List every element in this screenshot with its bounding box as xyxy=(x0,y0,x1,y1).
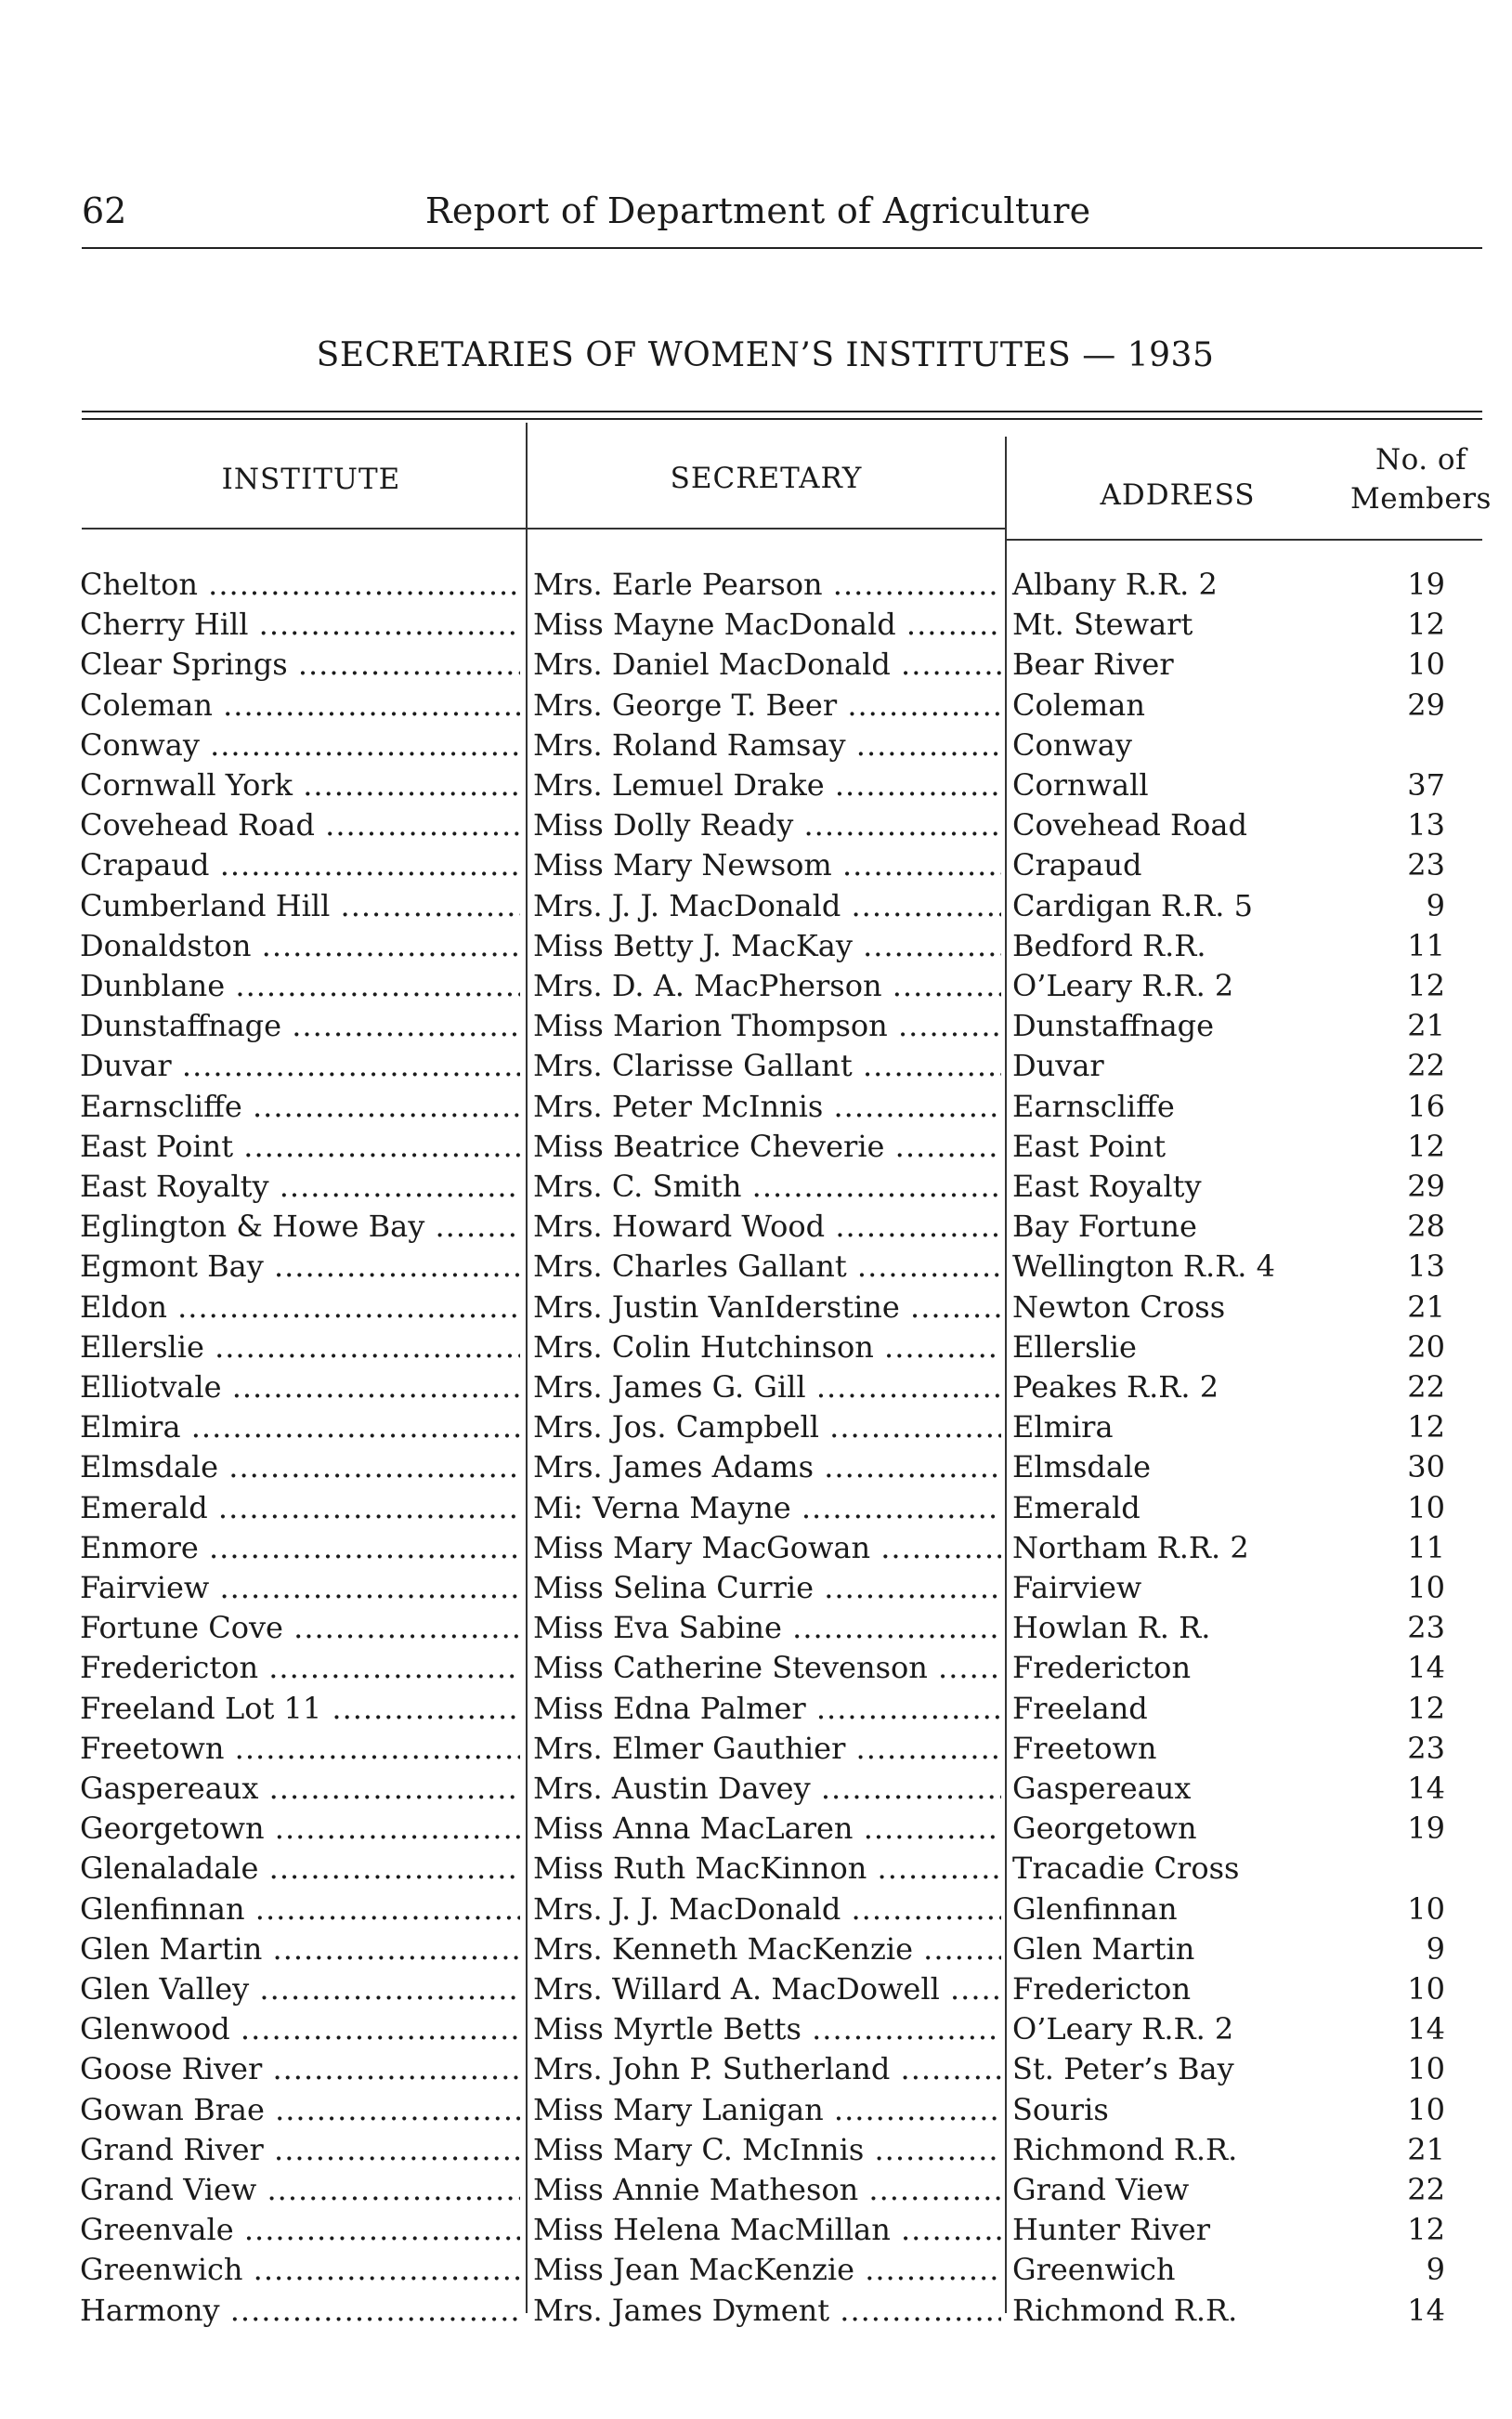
address-cell: Fredericton xyxy=(1012,1650,1192,1686)
institute-cell: Ellerslie ..... xyxy=(80,1327,520,1367)
members-cell: 29 xyxy=(1407,686,1445,723)
address-cell: Freeland xyxy=(1012,1690,1148,1726)
address-cell: Fairview xyxy=(1012,1570,1142,1605)
institute-cell: Glenfinnan ..... xyxy=(80,1889,520,1929)
address-cell: Fredericton xyxy=(1012,1971,1192,2007)
table-row xyxy=(0,926,1512,966)
members-cell: 10 xyxy=(1407,2091,1445,2127)
address-cell: Ellerslie xyxy=(1012,1328,1137,1365)
secretary-cell: Miss Ruth MacKinnon ..... xyxy=(533,1849,1001,1889)
institute-cell: Harmony ..... xyxy=(80,2291,520,2331)
secretary-cell: Mrs. Roland Ramsay ..... xyxy=(533,726,1001,765)
address-cell: Northam R.R. 2 xyxy=(1012,1529,1249,1565)
members-cell: 10 xyxy=(1407,647,1445,683)
header-rule xyxy=(82,247,1482,249)
institute-cell: Eglington & Howe Bay ..... xyxy=(80,1207,520,1247)
table-row xyxy=(0,1006,1512,1046)
secretary-cell: Mrs. Kenneth MacKenzie ..... xyxy=(533,1929,1001,1969)
address-cell: Souris xyxy=(1012,2091,1109,2127)
address-cell: Duvar xyxy=(1012,1048,1104,1084)
members-cell: 29 xyxy=(1407,1169,1445,1204)
address-cell: Glenfinnan xyxy=(1012,1890,1178,1927)
column-header-members xyxy=(1328,440,1512,518)
secretary-cell: Miss Annie Matheson ..... xyxy=(533,2170,1001,2210)
institute-cell: Elmsdale ..... xyxy=(80,1447,520,1487)
institute-cell: Grand River ..... xyxy=(80,2130,520,2170)
table-row xyxy=(0,1769,1512,1809)
secretary-cell: Mrs. C. Smith ..... xyxy=(533,1167,1001,1207)
table-row xyxy=(0,2170,1512,2210)
secretary-cell: Mrs. Daniel MacDonald ..... xyxy=(533,645,1001,685)
members-cell: 10 xyxy=(1407,1570,1445,1605)
members-cell: 12 xyxy=(1407,1690,1445,1726)
institute-cell: Glenwood ..... xyxy=(80,2009,520,2049)
table-top-rule xyxy=(82,411,1482,412)
address-cell: O’Leary R.R. 2 xyxy=(1012,968,1234,1003)
address-cell: Coleman xyxy=(1012,686,1145,723)
members-cell: 37 xyxy=(1407,767,1445,803)
address-cell: Howlan R. R. xyxy=(1012,1610,1211,1646)
institute-cell: Glen Martin ..... xyxy=(80,1929,520,1969)
institute-cell: Glenaladale ..... xyxy=(80,1849,520,1889)
table-row xyxy=(0,1167,1512,1207)
address-cell: Tracadie Cross xyxy=(1012,1850,1240,1887)
institute-cell: Covehead Road ..... xyxy=(80,805,520,845)
institute-cell: Egmont Bay ..... xyxy=(80,1247,520,1287)
address-cell: Elmira xyxy=(1012,1409,1114,1445)
address-cell: Crapaud xyxy=(1012,847,1142,883)
institute-cell: Gaspereaux ..... xyxy=(80,1769,520,1809)
secretary-cell: Mrs. J. J. MacDonald ..... xyxy=(533,1889,1001,1929)
members-cell: 22 xyxy=(1407,1048,1445,1084)
column-header-secretary: SECRETARY xyxy=(670,462,863,495)
table-row xyxy=(0,565,1512,605)
members-cell: 10 xyxy=(1407,2051,1445,2087)
column-header-members-line1: No. of xyxy=(1375,443,1467,477)
table-row xyxy=(0,2049,1512,2089)
table-row xyxy=(0,1046,1512,1086)
address-header-underline xyxy=(1007,539,1482,541)
address-cell: Emerald xyxy=(1012,1489,1141,1525)
column-header-members-line2: Members xyxy=(1350,482,1492,516)
institute-cell: Crapaud ..... xyxy=(80,845,520,885)
address-cell: Grand View xyxy=(1012,2172,1190,2207)
secretary-cell: Mrs. Colin Hutchinson ..... xyxy=(533,1327,1001,1367)
table-row xyxy=(0,1087,1512,1127)
address-cell: Wellington R.R. 4 xyxy=(1012,1249,1275,1285)
institute-cell: Grand View ..... xyxy=(80,2170,520,2210)
secretary-cell: Mrs. Lemuel Drake ..... xyxy=(533,765,1001,805)
secretary-cell: Mrs. Clarisse Gallant ..... xyxy=(533,1046,1001,1086)
institute-cell: Georgetown ..... xyxy=(80,1809,520,1849)
table-row xyxy=(0,1327,1512,1367)
secretary-cell: Mrs. Peter McInnis ..... xyxy=(533,1087,1001,1127)
secretary-cell: Miss Mary C. McInnis ..... xyxy=(533,2130,1001,2170)
members-cell: 9 xyxy=(1426,1930,1445,1967)
institute-cell: East Royalty ..... xyxy=(80,1167,520,1207)
institute-header-underline xyxy=(82,528,526,530)
members-cell: 10 xyxy=(1407,1489,1445,1525)
secretary-cell: Mrs. John P. Sutherland ..... xyxy=(533,2049,1001,2089)
table-row xyxy=(0,1608,1512,1648)
members-cell: 22 xyxy=(1407,2172,1445,2207)
secretary-cell: Mrs. Elmer Gauthier ..... xyxy=(533,1729,1001,1769)
secretary-cell: Miss Selina Currie ..... xyxy=(533,1568,1001,1608)
secretary-cell: Mrs. James Adams ..... xyxy=(533,1447,1001,1487)
table-row xyxy=(0,1648,1512,1688)
secretary-cell: Miss Eva Sabine ..... xyxy=(533,1608,1001,1648)
page-number: 62 xyxy=(82,190,127,231)
table-row xyxy=(0,2130,1512,2170)
address-cell: Bear River xyxy=(1012,647,1174,683)
members-cell: 13 xyxy=(1407,807,1445,843)
address-cell: Richmond R.R. xyxy=(1012,2131,1238,2167)
members-cell: 20 xyxy=(1407,1328,1445,1365)
institute-cell: Dunblane ..... xyxy=(80,966,520,1006)
address-cell: Dunstaffnage xyxy=(1012,1008,1215,1044)
address-cell: Mt. Stewart xyxy=(1012,607,1193,643)
address-cell: Cornwall xyxy=(1012,767,1149,803)
table-row xyxy=(0,1528,1512,1568)
institute-cell: Greenvale ..... xyxy=(80,2210,520,2250)
members-cell: 14 xyxy=(1407,1650,1445,1686)
institute-cell: Greenwich ..... xyxy=(80,2250,520,2290)
table-row xyxy=(0,1288,1512,1327)
institute-cell: Cherry Hill ..... xyxy=(80,605,520,645)
running-title: Report of Department of Agriculture xyxy=(425,190,1091,231)
secretary-cell: Miss Beatrice Cheverie ..... xyxy=(533,1127,1001,1167)
institute-cell: Freetown ..... xyxy=(80,1729,520,1769)
institute-cell: East Point ..... xyxy=(80,1127,520,1167)
members-cell: 19 xyxy=(1407,567,1445,602)
members-cell: 12 xyxy=(1407,1128,1445,1164)
secretary-cell: Mrs. George T. Beer ..... xyxy=(533,686,1001,726)
table-row xyxy=(0,2090,1512,2130)
members-cell: 12 xyxy=(1407,607,1445,643)
address-cell: Covehead Road xyxy=(1012,807,1247,843)
address-cell: East Point xyxy=(1012,1128,1167,1164)
institute-cell: Goose River ..... xyxy=(80,2049,520,2089)
table-row xyxy=(0,1207,1512,1247)
address-cell: Bay Fortune xyxy=(1012,1209,1197,1245)
table-row xyxy=(0,845,1512,885)
secretary-cell: Miss Mary Newsom ..... xyxy=(533,845,1001,885)
institute-cell: Fredericton ..... xyxy=(80,1648,520,1688)
secretary-cell: Miss Marion Thompson ..... xyxy=(533,1006,1001,1046)
table-row xyxy=(0,2250,1512,2290)
table-row xyxy=(0,605,1512,645)
members-cell: 23 xyxy=(1407,1610,1445,1646)
members-cell: 21 xyxy=(1407,1008,1445,1044)
institute-cell: Conway ..... xyxy=(80,726,520,765)
members-cell: 14 xyxy=(1407,2292,1445,2328)
secretary-cell: Mrs. Earle Pearson ..... xyxy=(533,565,1001,605)
secretary-cell: Mrs. Willard A. MacDowell ..... xyxy=(533,1969,1001,2009)
address-cell: St. Peter’s Bay xyxy=(1012,2051,1234,2087)
address-cell: Conway xyxy=(1012,726,1132,763)
members-cell: 10 xyxy=(1407,1890,1445,1927)
table-row xyxy=(0,886,1512,926)
secretary-cell: Miss Betty J. MacKay ..... xyxy=(533,926,1001,966)
members-cell: 12 xyxy=(1407,1409,1445,1445)
members-cell: 11 xyxy=(1407,927,1445,963)
secretary-cell: Miss Mary Lanigan ..... xyxy=(533,2090,1001,2130)
address-cell: Gaspereaux xyxy=(1012,1771,1192,1806)
table-row xyxy=(0,1247,1512,1287)
table-row xyxy=(0,686,1512,726)
institute-cell: Gowan Brae ..... xyxy=(80,2090,520,2130)
table-row xyxy=(0,1127,1512,1167)
members-cell: 12 xyxy=(1407,968,1445,1003)
column-header-address: ADDRESS xyxy=(1100,478,1256,512)
secretary-cell: Miss Myrtle Betts ..... xyxy=(533,2009,1001,2049)
table-row xyxy=(0,1407,1512,1447)
table-row xyxy=(0,966,1512,1006)
institute-cell: Coleman ..... xyxy=(80,686,520,726)
address-cell: Peakes R.R. 2 xyxy=(1012,1369,1219,1405)
secretary-cell: Mrs. J. J. MacDonald ..... xyxy=(533,886,1001,926)
secretary-cell: Mrs. Howard Wood ..... xyxy=(533,1207,1001,1247)
members-cell: 30 xyxy=(1407,1449,1445,1485)
members-cell: 14 xyxy=(1407,2011,1445,2047)
page-header xyxy=(82,190,1475,246)
institute-cell: Cumberland Hill ..... xyxy=(80,886,520,926)
table-row xyxy=(0,2210,1512,2250)
members-cell: 21 xyxy=(1407,2131,1445,2167)
address-cell: Cardigan R.R. 5 xyxy=(1012,887,1253,923)
table-row xyxy=(0,765,1512,805)
members-cell: 21 xyxy=(1407,1288,1445,1325)
institute-cell: Clear Springs ..... xyxy=(80,645,520,685)
table-row xyxy=(0,1367,1512,1407)
table-row xyxy=(0,1929,1512,1969)
table-row xyxy=(0,1689,1512,1729)
table-row xyxy=(0,1488,1512,1528)
secretary-cell: Mrs. James Dyment ..... xyxy=(533,2291,1001,2331)
members-cell: 10 xyxy=(1407,1971,1445,2007)
secretary-cell: Mrs. Justin VanIderstine ..... xyxy=(533,1288,1001,1327)
table-row xyxy=(0,645,1512,685)
secretary-header-underline xyxy=(528,528,1005,530)
table-row xyxy=(0,1969,1512,2009)
members-cell: 9 xyxy=(1426,887,1445,923)
address-cell: Albany R.R. 2 xyxy=(1012,567,1218,602)
secretary-cell: Mrs. Charles Gallant ..... xyxy=(533,1247,1001,1287)
table-row xyxy=(0,726,1512,765)
secretary-cell: Mrs. James G. Gill ..... xyxy=(533,1367,1001,1407)
address-cell: Elmsdale xyxy=(1012,1449,1152,1485)
secretary-cell: Mrs. D. A. MacPherson ..... xyxy=(533,966,1001,1006)
members-cell: 23 xyxy=(1407,847,1445,883)
institute-cell: Chelton ..... xyxy=(80,565,520,605)
address-cell: Greenwich xyxy=(1012,2252,1176,2288)
institute-cell: Cornwall York ..... xyxy=(80,765,520,805)
members-cell: 19 xyxy=(1407,1811,1445,1847)
table-row xyxy=(0,1809,1512,1849)
secretary-cell: Miss Catherine Stevenson ..... xyxy=(533,1648,1001,1688)
table-row xyxy=(0,805,1512,845)
table-title: SECRETARIES OF WOMEN’S INSTITUTES — 1935 xyxy=(316,336,1215,374)
secretary-cell: Miss Anna MacLaren ..... xyxy=(533,1809,1001,1849)
address-cell: Bedford R.R. xyxy=(1012,927,1206,963)
members-cell: 13 xyxy=(1407,1249,1445,1285)
institute-cell: Eldon ..... xyxy=(80,1288,520,1327)
secretary-cell: Mi: Verna Mayne ..... xyxy=(533,1488,1001,1528)
members-cell: 22 xyxy=(1407,1369,1445,1405)
secretary-cell: Miss Helena MacMillan ..... xyxy=(533,2210,1001,2250)
secretary-cell: Mrs. Austin Davey ..... xyxy=(533,1769,1001,1809)
members-cell: 9 xyxy=(1426,2252,1445,2288)
address-cell: Richmond R.R. xyxy=(1012,2292,1238,2328)
institute-cell: Fortune Cove ..... xyxy=(80,1608,520,1648)
institute-cell: Duvar ..... xyxy=(80,1046,520,1086)
address-cell: Freetown xyxy=(1012,1730,1157,1766)
secretary-cell: Miss Mayne MacDonald ..... xyxy=(533,605,1001,645)
address-cell: Georgetown xyxy=(1012,1811,1197,1847)
institute-cell: Elliotvale ..... xyxy=(80,1367,520,1407)
address-cell: Newton Cross xyxy=(1012,1288,1226,1325)
institute-cell: Dunstaffnage ..... xyxy=(80,1006,520,1046)
table-row xyxy=(0,1889,1512,1929)
institute-cell: Fairview ..... xyxy=(80,1568,520,1608)
secretary-cell: Miss Dolly Ready ..... xyxy=(533,805,1001,845)
address-cell: Glen Martin xyxy=(1012,1930,1195,1967)
secretary-cell: Miss Edna Palmer ..... xyxy=(533,1689,1001,1729)
table-row xyxy=(0,2291,1512,2331)
address-cell: East Royalty xyxy=(1012,1169,1202,1204)
institute-cell: Freeland Lot 11 ..... xyxy=(80,1689,520,1729)
secretary-cell: Mrs. Jos. Campbell ..... xyxy=(533,1407,1001,1447)
secretary-cell: Miss Mary MacGowan ..... xyxy=(533,1528,1001,1568)
address-cell: Earnscliffe xyxy=(1012,1088,1175,1124)
table-row xyxy=(0,1447,1512,1487)
institute-cell: Emerald ..... xyxy=(80,1488,520,1528)
members-cell: 28 xyxy=(1407,1209,1445,1245)
secretary-cell: Miss Jean MacKenzie ..... xyxy=(533,2250,1001,2290)
table-top-rule-second xyxy=(82,418,1482,420)
institute-cell: Enmore ..... xyxy=(80,1528,520,1568)
table-row xyxy=(0,2009,1512,2049)
members-cell: 16 xyxy=(1407,1088,1445,1124)
institute-cell: Glen Valley ..... xyxy=(80,1969,520,2009)
table-row xyxy=(0,1568,1512,1608)
members-cell: 14 xyxy=(1407,1771,1445,1806)
address-cell: Hunter River xyxy=(1012,2212,1211,2248)
institute-cell: Earnscliffe ..... xyxy=(80,1087,520,1127)
members-cell: 11 xyxy=(1407,1529,1445,1565)
address-cell: O’Leary R.R. 2 xyxy=(1012,2011,1234,2047)
column-header-institute: INSTITUTE xyxy=(221,463,401,496)
table-row xyxy=(0,1729,1512,1769)
institute-cell: Elmira ..... xyxy=(80,1407,520,1447)
members-cell: 23 xyxy=(1407,1730,1445,1766)
institute-cell: Donaldston ..... xyxy=(80,926,520,966)
members-cell: 12 xyxy=(1407,2212,1445,2248)
table-row xyxy=(0,1849,1512,1889)
